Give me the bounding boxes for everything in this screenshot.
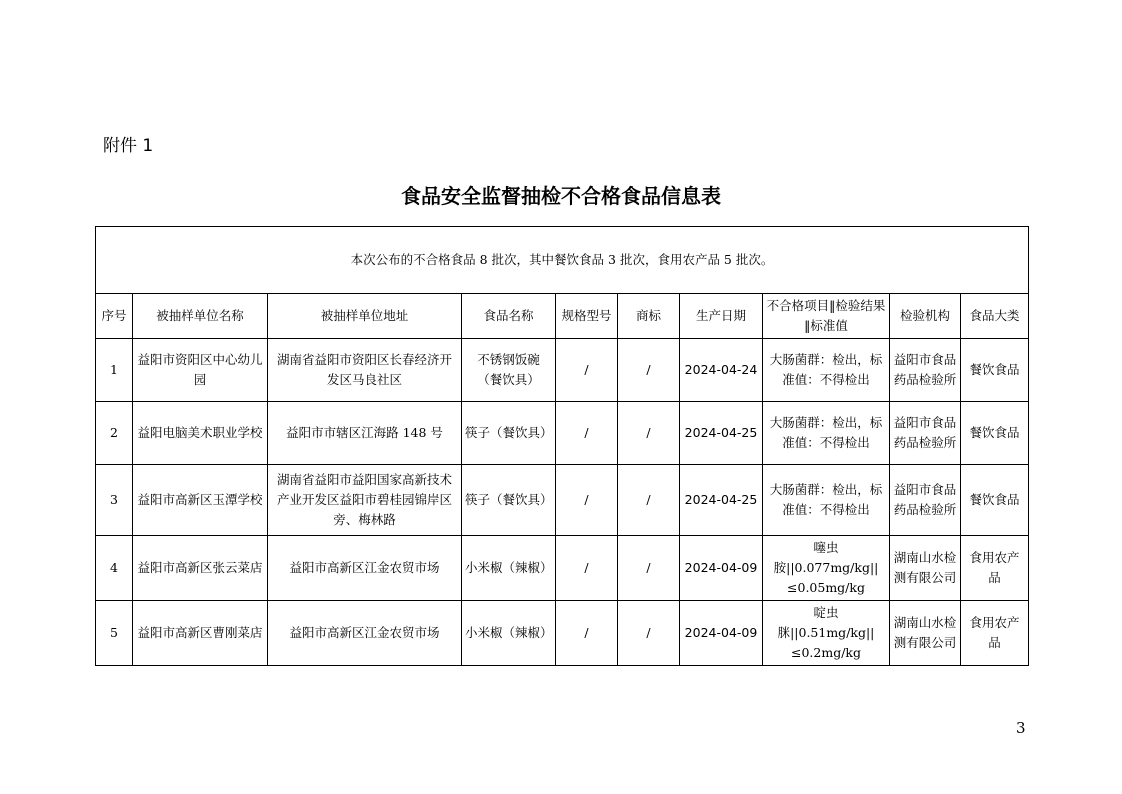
page-number: 3 <box>1016 719 1026 737</box>
header-no: 序号 <box>96 294 133 339</box>
cell-fail-item: 大肠菌群：检出，标准值：不得检出 <box>763 339 890 402</box>
cell-category: 餐饮食品 <box>961 339 1029 402</box>
table-header-row <box>96 294 1029 339</box>
cell-unit-name: 益阳市高新区玉潭学校 <box>133 465 268 536</box>
cell-spec: / <box>556 465 618 536</box>
cell-prod-date: 2024-04-25 <box>680 465 763 536</box>
header-lab: 检验机构 <box>890 294 961 339</box>
cell-lab: 湖南山水检测有限公司 <box>890 601 961 666</box>
cell-unit-address: 湖南省益阳市益阳国家高新技术产业开发区益阳市碧桂园锦岸区旁、梅林路 <box>268 465 462 536</box>
header-fail-item: 不合格项目‖检验结果‖标准值 <box>763 294 890 339</box>
header-food-name: 食品名称 <box>462 294 556 339</box>
header-unit-name: 被抽样单位名称 <box>133 294 268 339</box>
cell-unit-name: 益阳市高新区张云菜店 <box>133 536 268 601</box>
header-unit-address: 被抽样单位地址 <box>268 294 462 339</box>
cell-no: 4 <box>96 536 133 601</box>
cell-no: 5 <box>96 601 133 666</box>
cell-unit-name: 益阳市高新区曹刚菜店 <box>133 601 268 666</box>
cell-lab: 湖南山水检测有限公司 <box>890 536 961 601</box>
cell-food-name: 不锈钢饭碗（餐饮具） <box>462 339 556 402</box>
cell-prod-date: 2024-04-25 <box>680 402 763 465</box>
cell-lab: 益阳市食品药品检验所 <box>890 402 961 465</box>
cell-category: 餐饮食品 <box>961 465 1029 536</box>
table-row <box>96 339 1029 402</box>
cell-spec: / <box>556 339 618 402</box>
cell-no: 2 <box>96 402 133 465</box>
cell-food-name: 小米椒（辣椒） <box>462 536 556 601</box>
cell-unit-address: 益阳市高新区江金农贸市场 <box>268 536 462 601</box>
cell-unit-address: 益阳市高新区江金农贸市场 <box>268 601 462 666</box>
cell-lab: 益阳市食品药品检验所 <box>890 465 961 536</box>
cell-category: 食用农产品 <box>961 536 1029 601</box>
header-category: 食品大类 <box>961 294 1029 339</box>
cell-unit-name: 益阳电脑美术职业学校 <box>133 402 268 465</box>
cell-brand: / <box>618 402 680 465</box>
table-row <box>96 402 1029 465</box>
summary-row <box>96 227 1029 294</box>
cell-food-name: 筷子（餐饮具） <box>462 465 556 536</box>
attachment-label: 附件 1 <box>103 136 154 156</box>
cell-spec: / <box>556 601 618 666</box>
cell-fail-item: 大肠菌群：检出，标准值：不得检出 <box>763 402 890 465</box>
unqualified-food-table <box>95 226 1029 666</box>
cell-prod-date: 2024-04-09 <box>680 536 763 601</box>
table-row <box>96 536 1029 601</box>
cell-food-name: 小米椒（辣椒） <box>462 601 556 666</box>
cell-fail-item: 啶虫脒||0.51mg/kg||≤0.2mg/kg <box>763 601 890 666</box>
cell-no: 1 <box>96 339 133 402</box>
cell-brand: / <box>618 339 680 402</box>
cell-unit-address: 益阳市市辖区江海路 148 号 <box>268 402 462 465</box>
header-prod-date: 生产日期 <box>680 294 763 339</box>
cell-category: 食用农产品 <box>961 601 1029 666</box>
cell-unit-name: 益阳市资阳区中心幼儿园 <box>133 339 268 402</box>
cell-fail-item: 大肠菌群：检出，标准值：不得检出 <box>763 465 890 536</box>
cell-category: 餐饮食品 <box>961 402 1029 465</box>
summary-text: 本次公布的不合格食品 8 批次，其中餐饮食品 3 批次，食用农产品 5 批次。 <box>96 227 1029 294</box>
cell-brand: / <box>618 465 680 536</box>
cell-lab: 益阳市食品药品检验所 <box>890 339 961 402</box>
cell-brand: / <box>618 536 680 601</box>
document-title: 食品安全监督抽检不合格食品信息表 <box>401 184 721 208</box>
cell-prod-date: 2024-04-09 <box>680 601 763 666</box>
cell-spec: / <box>556 402 618 465</box>
cell-unit-address: 湖南省益阳市资阳区长春经济开发区马良社区 <box>268 339 462 402</box>
cell-spec: / <box>556 536 618 601</box>
cell-fail-item: 噻虫胺||0.077mg/kg||≤0.05mg/kg <box>763 536 890 601</box>
table-row <box>96 601 1029 666</box>
header-spec: 规格型号 <box>556 294 618 339</box>
cell-food-name: 筷子（餐饮具） <box>462 402 556 465</box>
cell-prod-date: 2024-04-24 <box>680 339 763 402</box>
cell-brand: / <box>618 601 680 666</box>
header-brand: 商标 <box>618 294 680 339</box>
table-row <box>96 465 1029 536</box>
cell-no: 3 <box>96 465 133 536</box>
